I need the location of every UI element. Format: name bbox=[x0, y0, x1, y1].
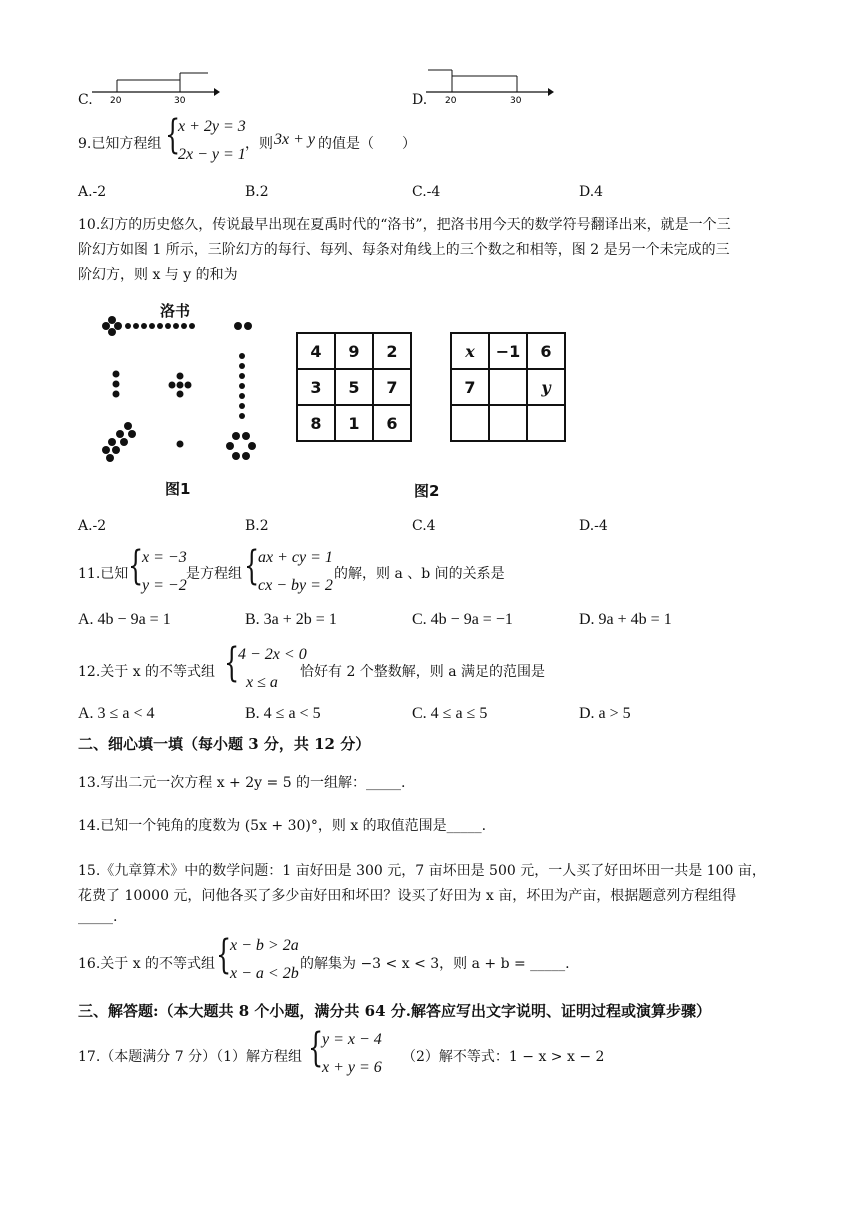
q10-option-d: D.-4 bbox=[579, 518, 608, 534]
q10-option-a: A.-2 bbox=[78, 518, 107, 534]
q17-eq1: y = x − 4 bbox=[322, 1031, 382, 1048]
q9-option-b: B.2 bbox=[245, 184, 269, 200]
grid2-cell: 7 bbox=[451, 369, 489, 405]
q12-option-d: D. a > 5 bbox=[579, 705, 631, 722]
q16-post: 的解集为 −3 < x < 3，则 a + b = _____. bbox=[300, 956, 570, 972]
q16-brace: { bbox=[216, 932, 232, 978]
grid1-cell: 7 bbox=[373, 369, 411, 405]
q12-ineq1: 4 − 2x < 0 bbox=[238, 646, 307, 663]
q9-stem: 9.已知方程组 bbox=[78, 136, 162, 152]
q9-ask-pre: ，则 bbox=[245, 136, 273, 152]
grid1-cell: 9 bbox=[335, 333, 373, 369]
q17-brace: { bbox=[308, 1025, 324, 1071]
magic-square-fig1 bbox=[296, 332, 412, 442]
q11-option-b: B. 3a + 2b = 1 bbox=[245, 611, 337, 628]
grid2-cell: y bbox=[527, 369, 565, 405]
q9-option-a: A.-2 bbox=[78, 184, 107, 200]
q10-line1: 10.幻方的历史悠久，传说最早出现在夏禹时代的“洛书”，把洛书用今天的数学符号翻译出来，就是一个三 bbox=[78, 217, 731, 233]
q9-ask-expr: 3x + y bbox=[274, 131, 315, 148]
grid1-cell: 2 bbox=[373, 333, 411, 369]
q11-post: 的解，则 a 、b 间的关系是 bbox=[334, 566, 505, 582]
fig2-label: 图2 bbox=[414, 482, 440, 500]
svg-text:20: 20 bbox=[445, 96, 457, 104]
q11-option-a: A. 4b − 9a = 1 bbox=[78, 611, 171, 628]
grid1-cell: 6 bbox=[373, 405, 411, 441]
grid2-cell bbox=[451, 405, 489, 441]
q11-stem: 11.已知 bbox=[78, 566, 129, 582]
q16-ineq1: x − b > 2a bbox=[230, 937, 299, 954]
q15-line3: _____. bbox=[78, 909, 118, 925]
q8-option-c-number-line bbox=[90, 68, 220, 104]
q12-stem: 12.关于 x 的不等式组 bbox=[78, 664, 216, 680]
svg-text:30: 30 bbox=[174, 96, 186, 104]
grid1-cell: 4 bbox=[297, 333, 335, 369]
svg-text:30: 30 bbox=[510, 96, 522, 104]
q12-option-a: A. 3 ≤ a < 4 bbox=[78, 705, 155, 722]
q15-line2: 花费了 10000 元，问他各买了多少亩好田和坏田？设买了好田为 x 亩，坏田为产亩，根据题意列方程组得 bbox=[78, 888, 737, 904]
q14: 14.已知一个钝角的度数为 (5x + 30)°，则 x 的取值范围是_____. bbox=[78, 818, 487, 834]
q9-ask-post: 的值是（ ） bbox=[318, 136, 416, 152]
q15-line1: 15.《九章算术》中的数学问题：1 亩好田是 300 元，7 亩坏田是 500 元，一人买了好田坏田一共是 100 亩， bbox=[78, 863, 766, 879]
luoshu-dot-figure bbox=[100, 314, 260, 466]
q11-sol1: x = −3 bbox=[142, 549, 187, 566]
q13: 13.写出二元一次方程 x + 2y = 5 的一组解：_____. bbox=[78, 775, 406, 791]
q9-option-d: D.4 bbox=[579, 184, 604, 200]
q8-option-d-number-line bbox=[424, 66, 556, 104]
q10-line2: 阶幻方如图 1 所示，三阶幻方的每行、每列、每条对角线上的三个数之和相等，图 2 是另一个未完成的三 bbox=[78, 242, 730, 258]
q9-eq1: x + 2y = 3 bbox=[178, 118, 246, 135]
grid1-cell: 1 bbox=[335, 405, 373, 441]
q12-brace: { bbox=[224, 640, 240, 686]
grid1-cell: 3 bbox=[297, 369, 335, 405]
q12-post: 恰好有 2 个整数解，则 a 满足的范围是 bbox=[300, 664, 546, 680]
q17-eq2: x + y = 6 bbox=[322, 1059, 382, 1076]
q10-option-b: B.2 bbox=[245, 518, 269, 534]
q8-option-c-label: C. bbox=[78, 92, 93, 108]
q11-mid: 是方程组 bbox=[186, 566, 242, 582]
q12-ineq2: x ≤ a bbox=[246, 674, 278, 691]
q17-stem: 17.（本题满分 7 分）（1）解方程组 bbox=[78, 1049, 302, 1065]
q9-eq2: 2x − y = 1 bbox=[178, 146, 246, 163]
section2-heading: 二、细心填一填（每小题 3 分，共 12 分） bbox=[78, 735, 371, 753]
q11-option-d: D. 9a + 4b = 1 bbox=[579, 611, 672, 628]
q12-option-b: B. 4 ≤ a < 5 bbox=[245, 705, 321, 722]
q16-ineq2: x − a < 2b bbox=[230, 965, 299, 982]
q10-option-c: C.4 bbox=[412, 518, 436, 534]
q11-brace-1: { bbox=[128, 543, 144, 589]
q9-brace: { bbox=[165, 112, 181, 158]
q11-option-c: C. 4b − 9a = −1 bbox=[412, 611, 513, 628]
svg-text:20: 20 bbox=[110, 96, 122, 104]
q11-sol2: y = −2 bbox=[142, 577, 187, 594]
q17-part2: （2）解不等式：1 − x > x − 2 bbox=[402, 1049, 605, 1065]
q10-line3: 阶幻方，则 x 与 y 的和为 bbox=[78, 267, 238, 283]
grid1-cell: 5 bbox=[335, 369, 373, 405]
grid2-cell: x bbox=[451, 333, 489, 369]
grid2-cell: 6 bbox=[527, 333, 565, 369]
grid2-cell bbox=[489, 369, 527, 405]
q8-option-d-label: D. bbox=[412, 92, 428, 108]
q9-option-c: C.-4 bbox=[412, 184, 441, 200]
q11-brace-2: { bbox=[244, 543, 260, 589]
grid1-cell: 8 bbox=[297, 405, 335, 441]
q16-stem: 16.关于 x 的不等式组 bbox=[78, 956, 216, 972]
magic-square-fig2 bbox=[450, 332, 566, 442]
fig1-label: 图1 bbox=[165, 480, 191, 498]
grid2-cell bbox=[489, 405, 527, 441]
q12-option-c: C. 4 ≤ a ≤ 5 bbox=[412, 705, 488, 722]
q11-eq2: cx − by = 2 bbox=[258, 577, 333, 594]
section3-heading: 三、解答题:（本大题共 8 个小题，满分共 64 分.解答应写出文字说明、证明过程或演算步骤） bbox=[78, 1002, 711, 1020]
grid2-cell: −1 bbox=[489, 333, 527, 369]
q11-eq1: ax + cy = 1 bbox=[258, 549, 333, 566]
luoshu-title: 洛书 bbox=[160, 302, 191, 320]
grid2-cell bbox=[527, 405, 565, 441]
